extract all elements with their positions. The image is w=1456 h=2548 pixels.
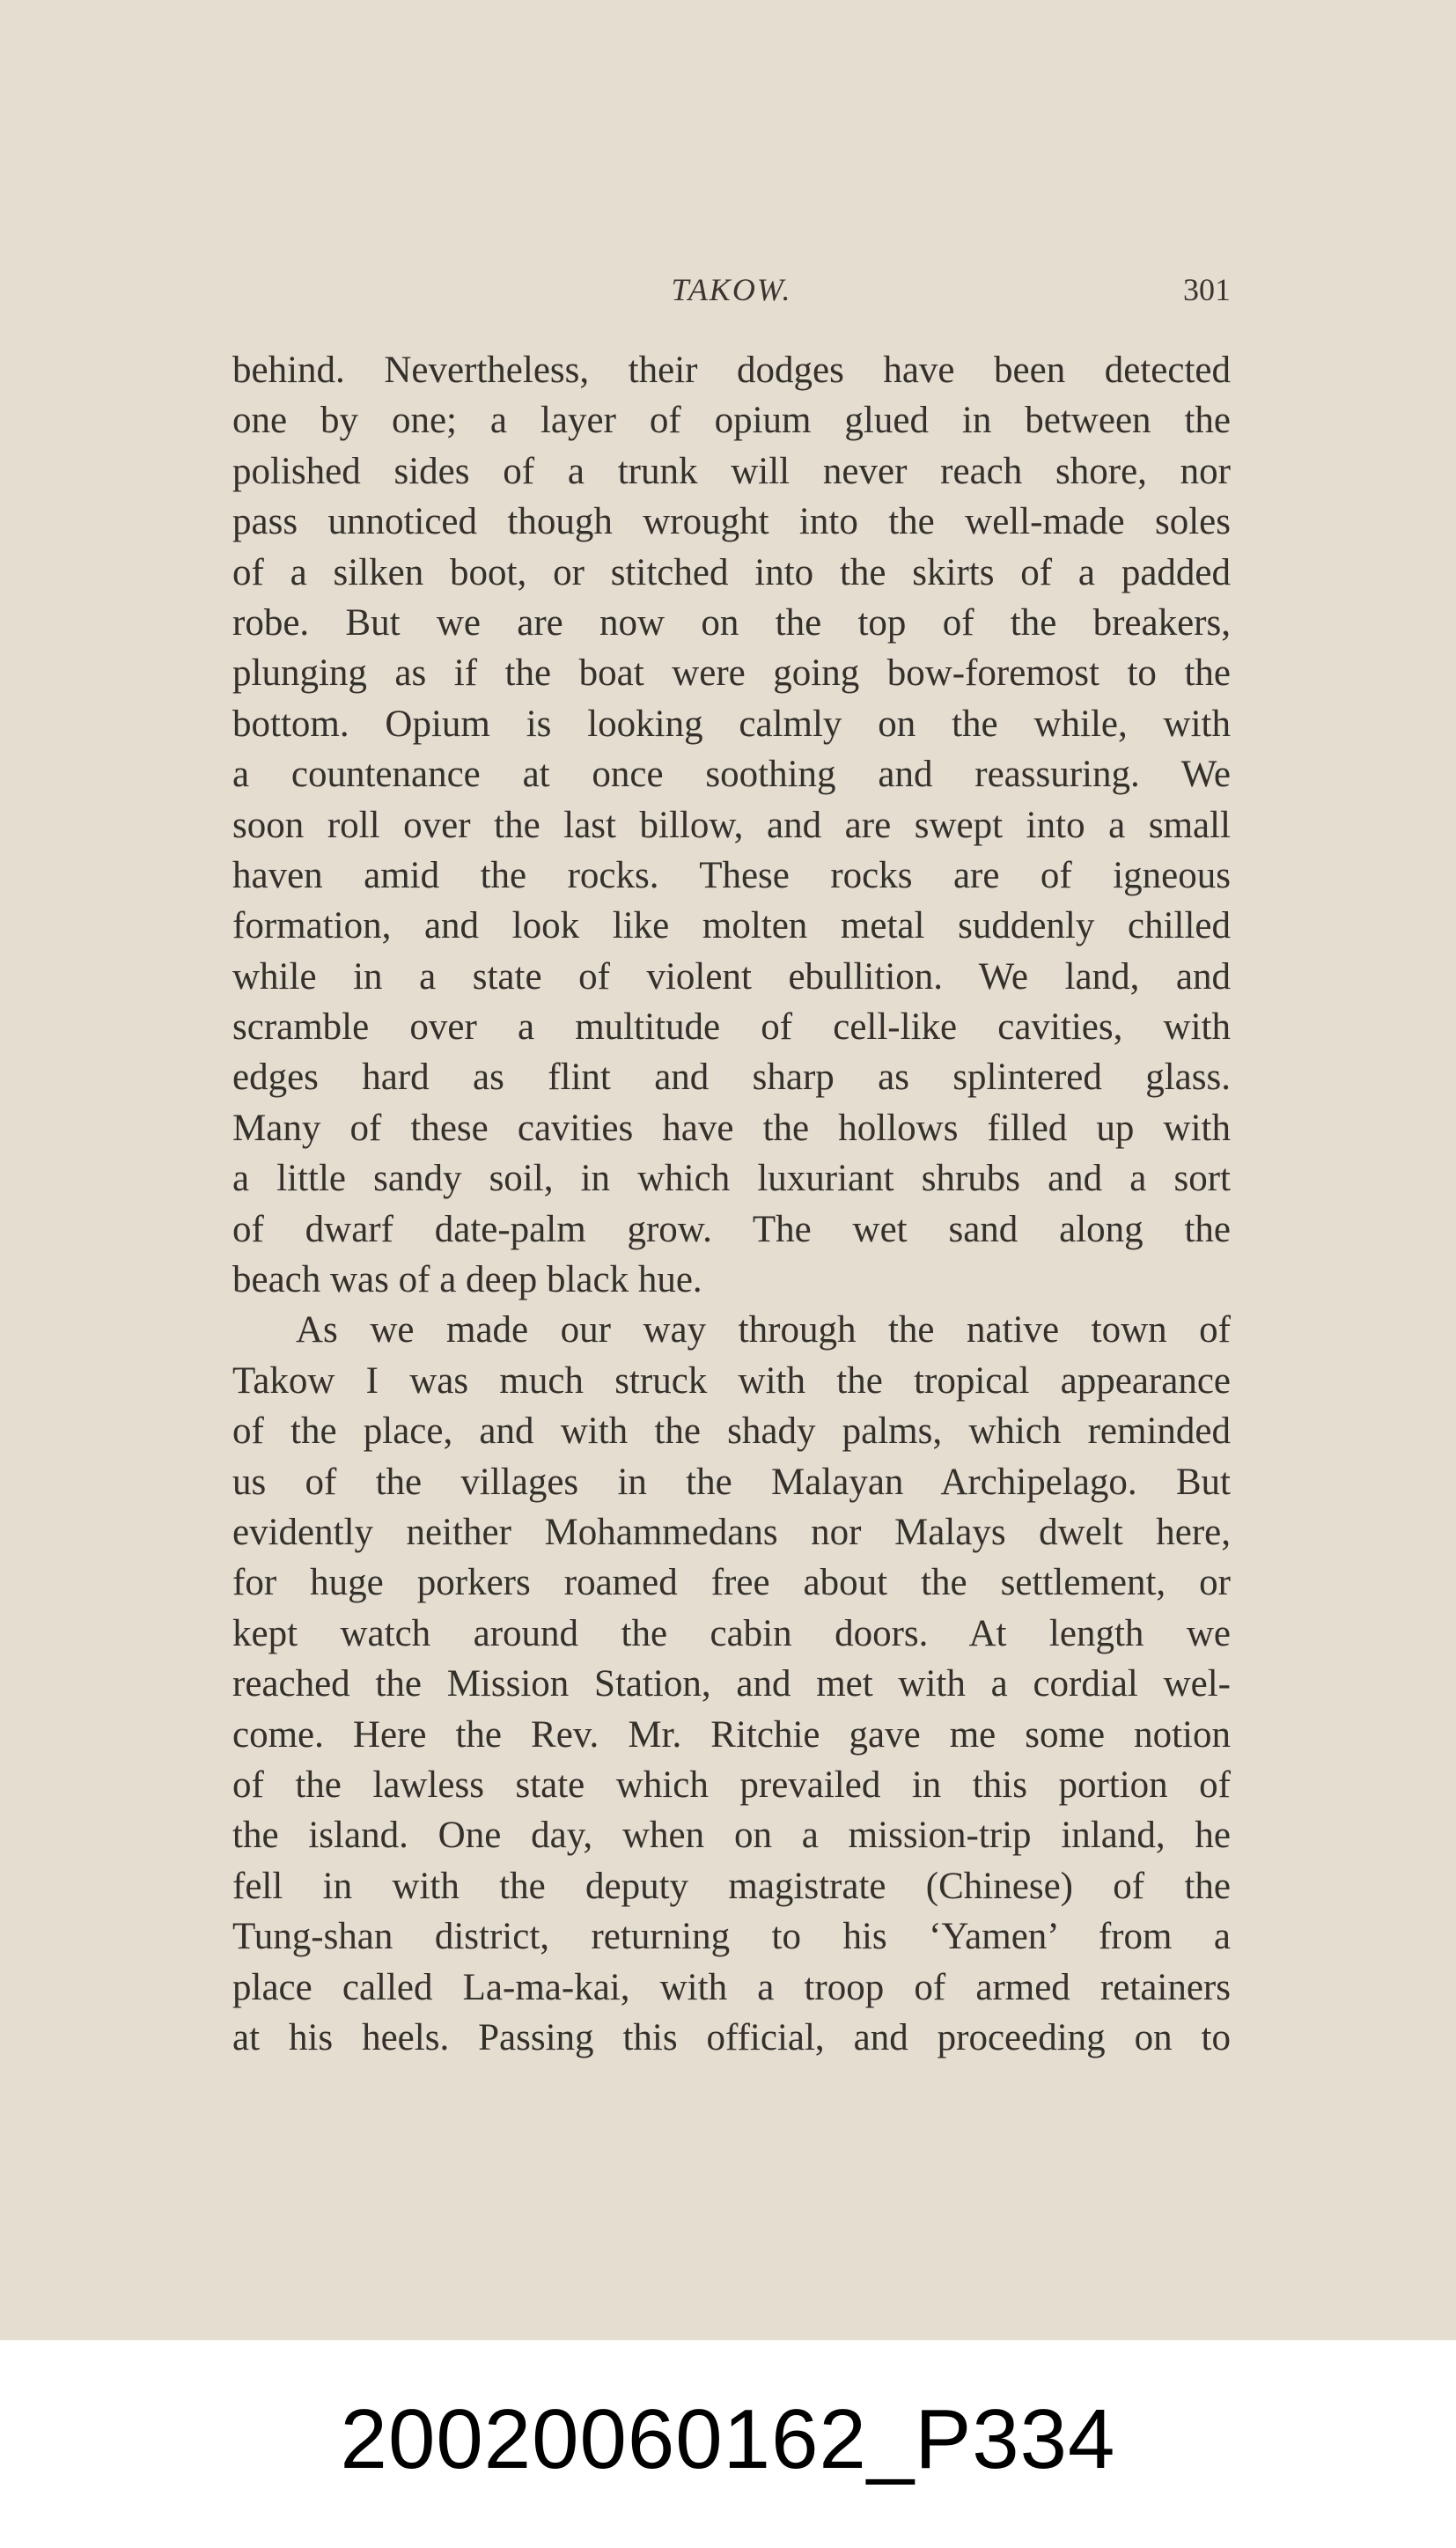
text-line: beach was of a deep black hue. xyxy=(232,1259,702,1301)
text-line: come. Here the Rev. Mr. Ritchie gave me some notion xyxy=(232,1713,1231,1756)
paragraph xyxy=(232,1305,1231,2063)
text-line: formation, and look like molten metal suddenly chilled xyxy=(232,905,1231,947)
scan-identifier: 20020060162_P334 xyxy=(340,2392,1116,2486)
text-line: Takow I was much struck with the tropical appearance xyxy=(232,1359,1231,1402)
body-text xyxy=(232,345,1231,2063)
text-line: a little sandy soil, in which luxuriant shrubs and a sort xyxy=(232,1158,1231,1200)
text-line: pass unnoticed though wrought into the well-made soles xyxy=(232,501,1231,543)
text-line: Tung-shan district, returning to his ‘Yamen’ from a xyxy=(232,1916,1231,1958)
running-head xyxy=(232,271,1231,310)
text-line: scramble over a multitude of cell-like cavities, with xyxy=(232,1006,1231,1049)
text-line: us of the villages in the Malayan Archipelago. But xyxy=(232,1461,1231,1503)
text-line: bottom. Opium is looking calmly on the while, with xyxy=(232,703,1231,745)
text-line: plunging as if the boat were going bow-foremost to the xyxy=(232,652,1231,695)
text-line: soon roll over the last billow, and are swept into a small xyxy=(232,804,1231,846)
text-line: evidently neither Mohammedans nor Malays dwelt here, xyxy=(232,1511,1231,1553)
text-line: reached the Mission Station, and met with a cordial wel- xyxy=(232,1663,1231,1705)
text-line: of a silken boot, or stitched into the skirts of a padded xyxy=(232,551,1231,593)
text-line: of the place, and with the shady palms, which reminded xyxy=(232,1410,1231,1453)
text-line: the island. One day, when on a mission-trip inland, he xyxy=(232,1815,1231,1857)
paragraph xyxy=(232,345,1231,1305)
text-line: polished sides of a trunk will never reach shore, nor xyxy=(232,450,1231,492)
text-line: Many of these cavities have the hollows filled up with xyxy=(232,1107,1231,1149)
text-line: a countenance at once soothing and reassuring. We xyxy=(232,754,1231,796)
running-head-title: TAKOW. xyxy=(671,272,792,307)
text-line: one by one; a layer of opium glued in between the xyxy=(232,400,1231,442)
page-number: 301 xyxy=(1183,272,1231,307)
text-line: fell in with the deputy magistrate (Chinese) of the xyxy=(232,1865,1231,1907)
text-line: robe. But we are now on the top of the breakers, xyxy=(232,601,1231,644)
text-line: for huge porkers roamed free about the settlement, or xyxy=(232,1562,1231,1604)
text-line: at his heels. Passing this official, and proceeding on to xyxy=(232,2016,1231,2058)
text-line: As we made our way through the native town of xyxy=(296,1309,1231,1351)
text-line: while in a state of violent ebullition. We land, and xyxy=(232,955,1231,998)
footer-bar xyxy=(0,2340,1456,2548)
text-line: haven amid the rocks. These rocks are of igneous xyxy=(232,854,1231,896)
text-line: kept watch around the cabin doors. At length we xyxy=(232,1612,1231,1654)
text-line: edges hard as flint and sharp as splintered glass. xyxy=(232,1057,1231,1099)
text-line: behind. Nevertheless, their dodges have been detected xyxy=(232,350,1231,391)
text-line: place called La-ma-kai, with a troop of armed retainers xyxy=(232,1966,1231,2008)
text-line: of the lawless state which prevailed in this portion of xyxy=(232,1764,1231,1806)
text-line: of dwarf date-palm grow. The wet sand along the xyxy=(232,1208,1231,1250)
